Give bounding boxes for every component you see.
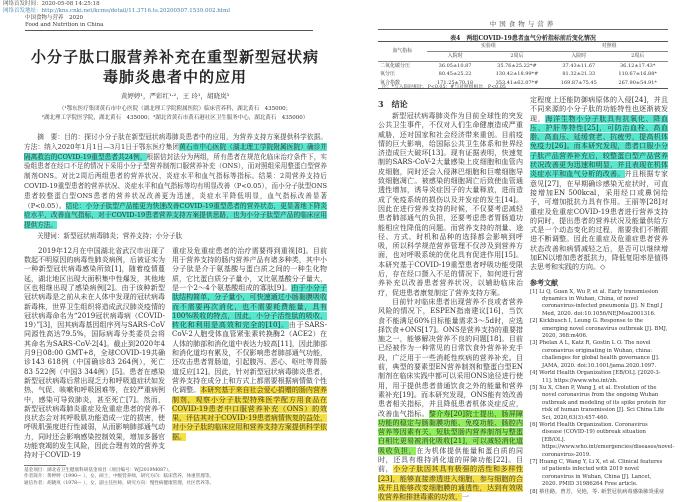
table-cell: 35.76±25.22*#	[497, 62, 537, 69]
table-cell: 169.87±75.45	[560, 80, 597, 87]
reference-item: [2] Kickbusch I, Leung G. Response to the emerging novel coronavirus outbreak [J]. BMJ, 2020, 368:m406.	[530, 318, 668, 340]
intro-paragraph	[24, 247, 165, 461]
intro-paragraph-continued	[172, 247, 327, 442]
reference-item: [5] Xu X, Chen P, Wang J, et al. Evolution of the novel coronavirus from the ongoing Wuhan outbreak and modeling of its spike protein for risk of human transmission [J]. Sci China Life Sci, 2020,63(3):457-460.	[530, 384, 666, 421]
journal-name-cn: 中国食物与营养 2020	[25, 15, 83, 21]
affiliation-line1: （¹鄂东医疗集团黄石市中心医院（湖北理工学院附属医院）临床营养科，湖北黄石 435000；	[58, 106, 292, 112]
table-row-label: 二氧化碳分压	[380, 62, 411, 69]
right-column-2	[530, 96, 675, 496]
text-segment: 重症及危重症患者的治疗需要得到重视[8]。目前用于营养支持的肠内营养产品有诸多种类，其中小分子肽是介于氨基酸与蛋白质之间的一种生化物质，它比蛋白质分子量小，又比氨基酸分子量大，是一个2～4个氨基酸组成的寡肽[9]。	[172, 246, 327, 292]
body-column-2	[172, 247, 327, 461]
footnotes	[24, 468, 327, 488]
reference-item: [1] Li Q, Guan X, Wu P, et al. Early transmission dynamics in Wuhan, China, of novel coronavirus-infected pneumonia [J]. N Engl J Med, 2020. doi:10.1056/NEJMoa2001316.	[530, 288, 663, 317]
text-segment: 摘 要：目的：探讨小分子肽在新型冠状病毒肺炎患者中的应用，为营养支持方案提供科学依据。方法：纳入2020年1月1日—3月1日于鄂东医疗集团	[24, 133, 327, 151]
table-cell: 37.43±11.67	[562, 62, 596, 69]
right-column-1	[378, 112, 523, 502]
text-segment: 定程度上还能防御病原体的入侵[24]，并且不同来源的小分子肽的功能特性也逐渐被发现，	[530, 96, 668, 123]
table-subheader: 2周后	[631, 52, 645, 59]
table-body	[378, 61, 668, 88]
reference-item: [3] Phelan A L, Katz R, Gostin L O. The novel coronavirus originating in Wuhan, china: challenges for global health governance [J]. JAMA, 2020. doi:10.1001/jama.2020.1097.	[530, 340, 660, 369]
paper-title-line2: 毒肺炎患者中的应用	[102, 68, 247, 86]
reference-item: [4] World Health Organization [EB/OL]. [2020-3-11]. https://www.who.int/zh.	[530, 370, 661, 384]
header-rule	[25, 30, 313, 31]
table-cell: 36.05±10.87	[438, 62, 472, 69]
text-segment: 并且根据专家意见[27]，在早期确诊感染无症状时，可直接增加EN 500kcal，采用经口或鼻饲给予，可增加抵抗力具有作用。王丽等[28]对重症及危重症COVID-19患者进行营养支持的同时，提出患者的营养状况及能量供给方式是一个动态变化的过程，需要我们不断跟进不断调整。因此在重症及危重症患者营养状态改善和病情减轻之后，是否可以继续增加EN以增加患者抵抗力，降低复阳率是值得去思考和实践的方向。◇	[530, 170, 669, 272]
text-segment: 一	[462, 493, 469, 502]
table-row	[378, 70, 668, 79]
text-segment: 2019年12月在中国湖北省武汉市出现了数起不明原因的病毒性肺炎病例，后被证实为一种新型冠状病毒感染所致[1]，随着疫情蔓延，湖北地区出现大面积集中性爆发，其他地区也相继出现了感染病例[2]。由于该种新型冠状病毒是之前从未在人体中发现的冠状病毒新毒株，世界卫生组织将造成武汉肺炎疫情的冠状病毒命名为“2019冠状病毒病（COVID-19）”[3]，因其病毒基因组序列与SARS-CoV同源性高达79.5%，国际病毒分类委员会将其命名为SARS-CoV-2[4]。截止到2020年4月9日08:00 GMT+8，全球COVID-19共确诊143 618例（中国确诊83 264例），死亡83 522例（中国3 344例）[5]。患者在感染新型冠状病毒后常出现乏力和呼吸道症状如发热、气促、咳嗽和呼吸困难等，在较严重病例中，感染可导致肺炎，甚至死亡[7]。然而，新型冠状病毒肺炎重症及危重症患者的营养不良状态会对其呼吸肌功能造成一定的损害，使呼吸肌强度进行性减弱，从而影响肺部通气动力，同时还会影响感染控制效果，增加多器官功能衰竭的发生风险，因此合理有效的营养支持对于COVID-19	[24, 246, 165, 460]
table-header-indicator: 血气指标	[392, 47, 413, 54]
text-segment: 由于SARS-CoV-2人胞受体血管紧张素转换酶2（ACE2）在人体的肺部和消化道中表达力较高[11]，因此肺部和消化道均有累及，不仅影响患者肺部通气功能，还攻击患者胃肠道，引起腹泻、恶心、呕吐等胃肠道反应[12]。因此，针对新型冠状病毒肺炎患者，营养支持在成分上和方式上都需要根据病情做个性化调整。	[172, 321, 327, 395]
footnote-correspondence: 通信作者：胡晓岚（1978— ），女，副主任医师，研究方向：慢性病健康管理，社区营养等。	[24, 480, 215, 486]
text-segment: 根据信封法分为两组，所有患者在规范化临床治疗条件下，实验组患者在经口不足的情况下采用小分子型营养制剂口服营养补充（ONS），而对照组采用整蛋白型营养制剂ONS。对比2周后两组患者的营养状况、炎症水平和血气指标等指标。结果：2周营养支持后COVID-19重型患者的营养状况、炎症水平和血气指标等均有明显改善（P<0.05），而小分子肽型ONS患者较整蛋白型ONS患者的营养状况改善更为迅速，炎症水平降低明显，血气指标改善显著（P<0.05）。	[24, 152, 327, 210]
reference-item: [6] World Health Organization. Coronavirus disease (COVID-19) outbreak situation [EB/OL]. https://www.who.int/emergencies/diseases/novel-coronavirus-2019.	[530, 421, 675, 458]
table-note: 注：*与入院时相比，P<0.05；#与对照组相比，P<0.05	[382, 85, 506, 90]
table-cell: 36.12±17.43*	[620, 62, 656, 69]
running-head: 中国食物与营养	[489, 20, 557, 28]
table-cell: 267.90±54.91*	[618, 80, 657, 87]
references-heading: 参考文献	[530, 277, 558, 287]
abstract-paragraph	[24, 133, 327, 231]
authors: 黄婷婷¹，严彩红¹·²，王 玲¹，胡晓岚³	[120, 92, 230, 100]
reference-item: [7] Huang C, Wang Y, Li X, et al. Clinical features of patients infected with 2019 novel coronavirus in Wuhan, China [J]. Lancet, 2020. PMID 31986264 Free article.	[530, 458, 663, 488]
table-header-experimental: 实验组	[427, 42, 551, 51]
references-list	[530, 288, 675, 496]
conclusion-paragraph-2	[378, 298, 523, 502]
footnote-rule	[24, 465, 66, 466]
online-publish-url[interactable]: 网络首发地址：http://kns.cnki.net/kcms/detail/11.3716.ts.20200507.1539.002.html	[3, 8, 230, 14]
journal-name-en: Food and Nutrition in China	[25, 22, 104, 28]
highlighted-text-cyan: 海洋生物小分子肽具有抗氧化、降血压、护肝等特性[25]，可防治血栓、高血脂、高血压、延缓衰老、抗疲劳，提高机体免疫力[26]。而本研究发现，患者口服小分子肽产品营养补充后，较整蛋白型产品营养状况改善更为迅速和明显，并且表现在机体炎症水平和血气分析的改善。	[530, 114, 669, 179]
section-heading-conclusion: 3 结论	[378, 99, 408, 109]
table-subheader: 2周后	[510, 52, 524, 59]
text-segment: 新型冠状病毒肺炎作为目前全球性的突发公共卫生事件，不仅对人们生命健康造成严重威胁，还对国家和社会经济带来重创。目前疫情的巨大影响，给国际公共卫生体系和世界经济造成巨大破坏[13]。现有证据表明，快速复制的SARS-CoV-2大量感染上皮细胞和血管内皮细胞，同时还会入侵淋巴细胞和巨噬细胞导致细胞凋亡。被感染的细胞凋亡后致使血管通透性增加，诱导炎症因子的大量释放，进而造成了免疫系统的损伤以及并发症的发生[14]。因此在进行营养支持的时候，不仅要考虑减轻患者肺部通气的负担，还要考虑患者胃肠道功能相应性降低的问题。而营养支持的剂量、途径、方式、时机和品种的选择都会影响到呼吸，所以科学规范营养管理不仅涉及到营养方面，也对呼吸系统的优化具有促进作用[15]。本研究基于COVID-19重型患者呼吸功能受限后，存在经口摄入不足的情况下，如何进行营养补充以改善患者营养状况，以辅助临床治疗，促进患者康复制定了营养支持方案。	[378, 112, 523, 297]
table-header-control: 对照组	[550, 42, 668, 51]
highlighted-text-yellow: 本研究基于来自社会爱心捐赠的肠内营养制剂，观察小分子肽型特殊医学配方用食品在COVID-19患者中口服营养补充（ONS）的效果，评估其对于COVID-19患者病情恢复的益处，对小分子肽的临床应用和营养支持方案提供科学依据。	[172, 386, 328, 441]
highlighted-text-cyan: 由于小分子肽结构简单，分子量小，可快速通过小肠黏膜吸收而不需要再次消化，也不需要耗费能量，具有100%吸收的特点，因此，小分子活性肽的吸收、转化和利用是高效和完全的[10]。	[172, 283, 327, 330]
highlighted-text-yellow: 小分子肽因其具有极强的活性和多样性[23]，能够直接渗透进入细胞，参与细胞的合成并且能够改变细胞膜的通透性，达到有效吸收营养和排泄毒素的功效，	[378, 465, 524, 502]
keywords: 关键词：新型冠状病毒肺炎；营养支持；小分子肽	[37, 231, 183, 240]
text-segment: 在为机体提供能量和蛋白质的同时，还具有维持消化道的屏障功能[22]。目前，	[378, 446, 524, 474]
affiliation-line2: ²湖北理工学院医学院，湖北黄石 435000；³湖北省黄石市黄石港社区卫生服务中心，湖北黄石 435000）	[41, 115, 309, 121]
table-row-label: 氧分压	[380, 71, 396, 78]
table-cell: 110.67±16.88*	[618, 71, 657, 78]
table-row-label: 氧合指数	[380, 80, 401, 87]
table-cell: 130.42±18.99*#	[495, 71, 539, 78]
highlighted-text-cyan: 黄石市中心医院（湖北理工学院附属医院）确诊并隔离救治的COVID-19重型患者共24例，	[24, 142, 328, 161]
highlighted-text-green: 黎介寿[20]院士提出，肠屏障功能的稳定与肠黏膜功能、免疫功能、肠腔内营养等因素有关，短肽型肠内营养制剂与整蛋白相比更易被消化吸收[21]，可以减轻消化道吸收负担，	[378, 409, 524, 455]
text-segment: 目前针对临床患者出现营养不良或者营养风险的情况下，ESPEN指南建议[16]，当饮食不能满足60%目标能量需求3～5d时，应选择饮食+ONS[17]。ONS是营养支持的重要措施之一，能够解决营养不良的问题[18]。目前已经被作为一种常见的日常饮食外营养补充手段，广泛用于一些消耗性疾病的营养补充。目前，典型的要素型EN营养制剂和整蛋白型EN制剂在临床实践中都可以采用ONS途径进行使用，用于提供患者普通饮食之外的能量和营养素补充[19]。而本研究发现，ONS能有效改善患者相关指标，并且降低患者机体炎症反应，改善血气指标。	[378, 297, 523, 418]
table-subheader: 入院时	[447, 52, 463, 59]
table-cell: 171.25±70.18	[437, 80, 474, 87]
body-column-1	[24, 247, 165, 461]
reference-item: [8] 蔡佳路，曾芳，吴艳，等. 新型冠状病毒感染肺炎重症	[530, 488, 665, 495]
running-head-rule	[378, 29, 668, 30]
footnote-author: 作者简介：黄婷婷（1990— ），女，硕士，中级营养师，研究方向：临床营养，体重管理等。	[24, 474, 215, 480]
blood-gas-table	[378, 41, 668, 89]
highlighted-text-cyan: 结论：小分子肽型产品能更为快速改善COVID-19重型患者的营养状态，更显著地下降炎症水平，改善血气指标，对于COVID-19患者营养支持方案提供思路，也为小分子肽型产品的临床应用提供方法。	[24, 201, 327, 230]
body-columns	[24, 247, 327, 461]
footnote-funding: 基金项目：湖北省卫生健康科研基金项目（项目编号：WJ2019M087）。	[24, 467, 173, 473]
table-cell: 80.45±25.22	[438, 71, 472, 78]
table-subheader: 入院时	[571, 52, 587, 59]
left-page-body	[24, 133, 327, 487]
table-cell: 81.32±21.33	[562, 71, 596, 78]
abstract	[24, 133, 327, 231]
online-publish-time: 网络首发时间：2020-05-08 14:25:18	[3, 1, 100, 7]
table-title: 表4 两组COVID-19患者血气分析指标前后变化情况	[450, 35, 596, 42]
table-row	[378, 61, 668, 70]
conclusion-paragraph-1	[378, 112, 523, 298]
table-cell: 353.41±62.07*#	[495, 80, 539, 87]
paper-title-line1: 小分子肽口服营养补充在重型新型冠状病	[30, 48, 319, 66]
conclusion-paragraph-3	[530, 96, 668, 273]
